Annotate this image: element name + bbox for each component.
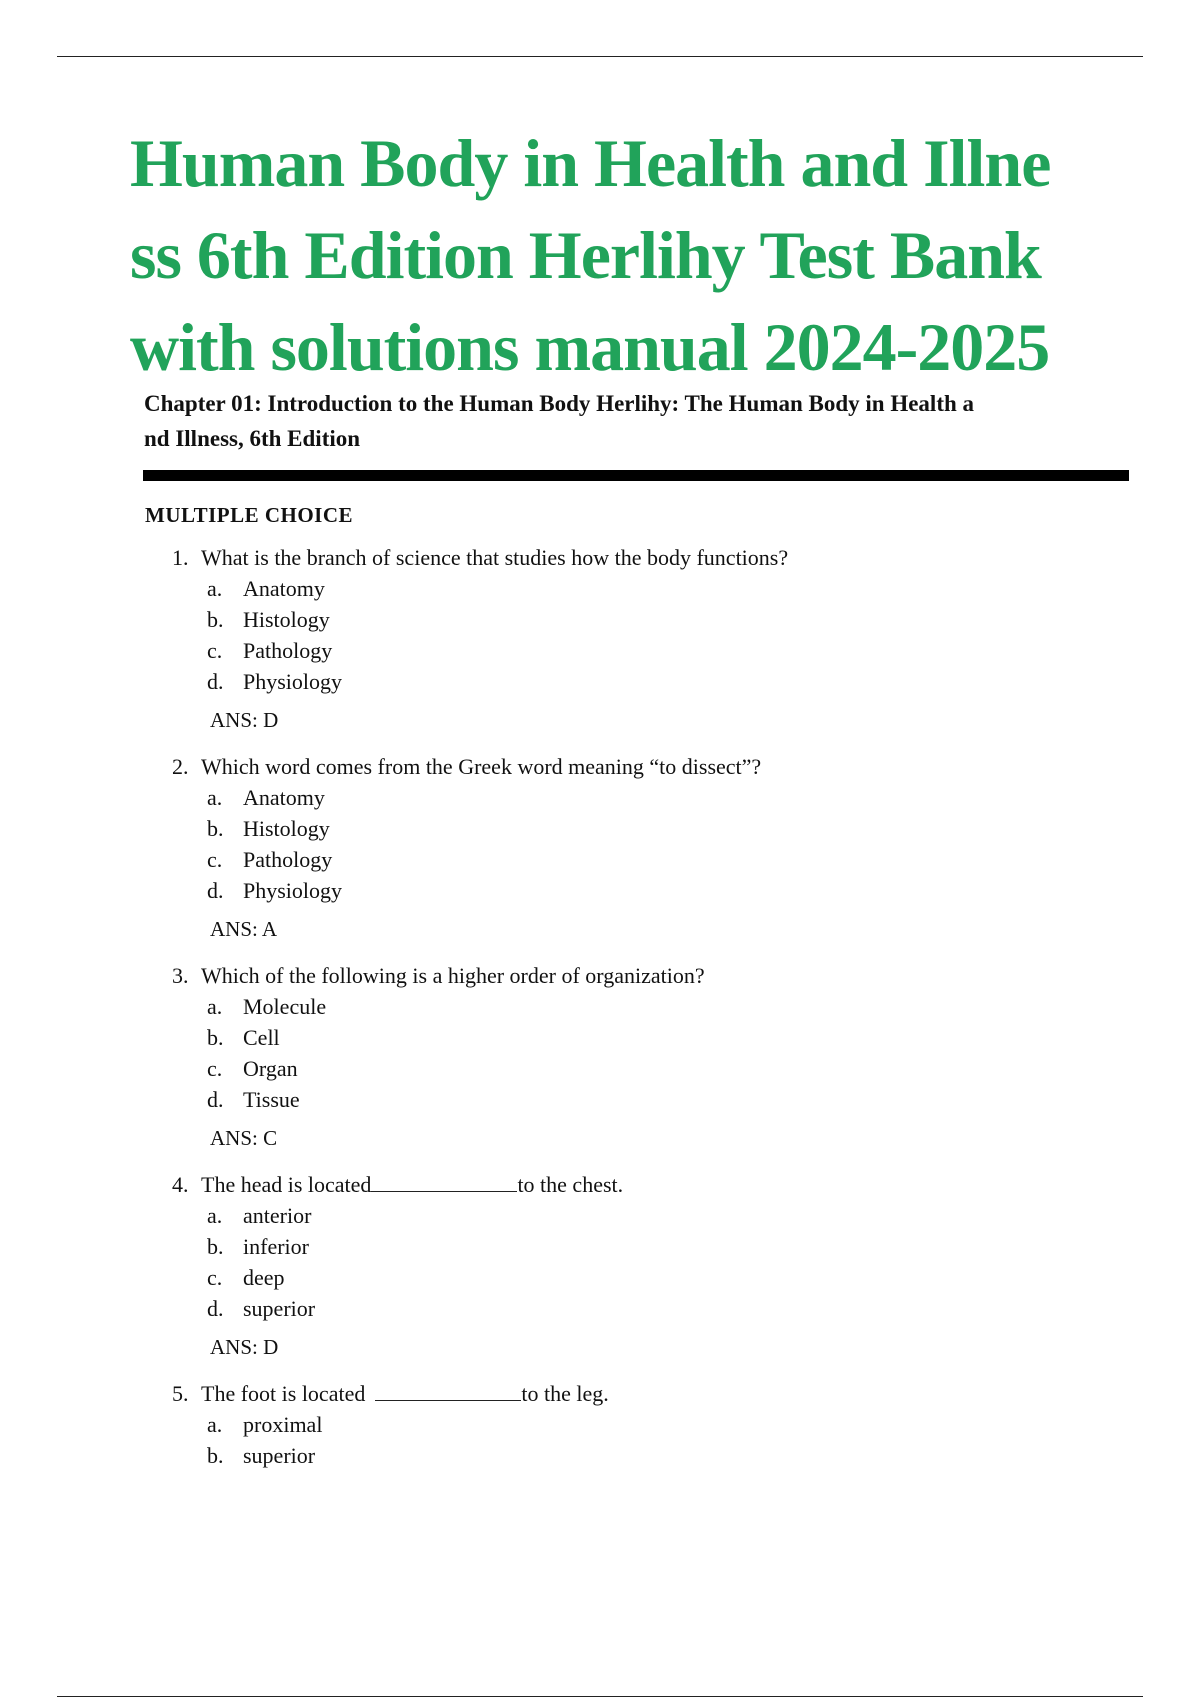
answer-key: ANS: D	[210, 708, 279, 732]
section-heading: MULTIPLE CHOICE	[145, 503, 354, 527]
question-text-after-blank: to the leg.	[521, 1381, 609, 1406]
answer-key: ANS: A	[210, 917, 278, 941]
option-d	[172, 875, 1072, 906]
option-letter: d.	[207, 669, 224, 694]
question-stem	[172, 542, 1072, 573]
option-letter: a.	[207, 785, 223, 810]
question-text-after-blank: to the chest.	[517, 1172, 624, 1197]
answer-key: ANS: C	[210, 1126, 278, 1150]
question-text: Which of the following is a higher order of organization?	[201, 963, 705, 988]
option-letter: d.	[207, 1296, 224, 1321]
option-letter: a.	[207, 576, 223, 601]
question-list	[172, 542, 1072, 1486]
option-text: deep	[243, 1265, 285, 1290]
option-text: Cell	[243, 1025, 280, 1050]
option-text: Organ	[243, 1056, 298, 1081]
question-stem	[172, 1169, 1072, 1200]
option-c	[172, 1262, 1072, 1293]
option-text: superior	[243, 1443, 316, 1468]
question-number: 1.	[172, 545, 189, 570]
option-b	[172, 604, 1072, 635]
option-list	[172, 1200, 1072, 1324]
option-letter: b.	[207, 607, 224, 632]
question-4	[172, 1169, 1072, 1363]
option-letter: a.	[207, 1203, 223, 1228]
option-b	[172, 1231, 1072, 1262]
option-text: Physiology	[243, 878, 343, 903]
fill-in-blank	[375, 1380, 521, 1401]
option-list	[172, 573, 1072, 697]
question-text-before-blank: The foot is located	[201, 1381, 366, 1406]
question-stem	[172, 960, 1072, 991]
section-divider	[143, 470, 1129, 481]
option-d	[172, 1084, 1072, 1115]
option-letter: b.	[207, 816, 224, 841]
option-letter: b.	[207, 1234, 224, 1259]
option-a	[172, 1409, 1072, 1440]
option-d	[172, 1293, 1072, 1324]
question-text-before-blank: The head is located	[201, 1172, 372, 1197]
option-letter: b.	[207, 1025, 224, 1050]
question-text: What is the branch of science that studies how the body functions?	[201, 545, 789, 570]
option-text: Histology	[243, 816, 330, 841]
option-c	[172, 1053, 1072, 1084]
option-text: Pathology	[243, 638, 333, 663]
option-c	[172, 844, 1072, 875]
option-letter: c.	[207, 1056, 223, 1081]
question-number: 5.	[172, 1381, 189, 1406]
option-letter: c.	[207, 847, 223, 872]
question-number: 4.	[172, 1172, 189, 1197]
option-a	[172, 573, 1072, 604]
option-letter: b.	[207, 1443, 224, 1468]
option-letter: d.	[207, 878, 224, 903]
option-text: Pathology	[243, 847, 333, 872]
option-list	[172, 991, 1072, 1115]
document-title: Human Body in Health and Illne ss 6th Edition Herlihy Test Bank with solutions manual 2024-2025	[130, 125, 1051, 385]
option-letter: a.	[207, 994, 223, 1019]
option-text: Histology	[243, 607, 330, 632]
option-text: anterior	[243, 1203, 312, 1228]
question-2	[172, 751, 1072, 945]
option-list	[172, 1409, 1072, 1471]
option-d	[172, 666, 1072, 697]
option-text: proximal	[243, 1412, 323, 1437]
option-text: Anatomy	[243, 576, 325, 601]
option-text: superior	[243, 1296, 316, 1321]
question-3	[172, 960, 1072, 1154]
top-rule	[57, 56, 1143, 57]
option-a	[172, 1200, 1072, 1231]
option-list	[172, 782, 1072, 906]
option-text: Anatomy	[243, 785, 325, 810]
option-letter: d.	[207, 1087, 224, 1112]
option-letter: c.	[207, 1265, 223, 1290]
option-b	[172, 813, 1072, 844]
option-a	[172, 991, 1072, 1022]
answer-key: ANS: D	[210, 1335, 279, 1359]
chapter-heading: Chapter 01: Introduction to the Human Body Herlihy: The Human Body in Health a nd Illness, 6th Edition	[144, 391, 975, 451]
question-stem	[172, 1378, 1072, 1409]
option-c	[172, 635, 1072, 666]
option-text: Tissue	[243, 1087, 300, 1112]
question-stem	[172, 751, 1072, 782]
option-letter: c.	[207, 638, 223, 663]
option-b	[172, 1440, 1072, 1471]
question-1	[172, 542, 1072, 736]
option-text: Molecule	[243, 994, 327, 1019]
option-a	[172, 782, 1072, 813]
option-text: inferior	[243, 1234, 309, 1259]
fill-in-blank	[371, 1171, 517, 1192]
question-text: Which word comes from the Greek word meaning “to dissect”?	[201, 754, 762, 779]
question-5	[172, 1378, 1072, 1471]
bottom-rule	[57, 1696, 1143, 1697]
option-letter: a.	[207, 1412, 223, 1437]
question-number: 3.	[172, 963, 189, 988]
question-number: 2.	[172, 754, 189, 779]
option-b	[172, 1022, 1072, 1053]
option-text: Physiology	[243, 669, 343, 694]
